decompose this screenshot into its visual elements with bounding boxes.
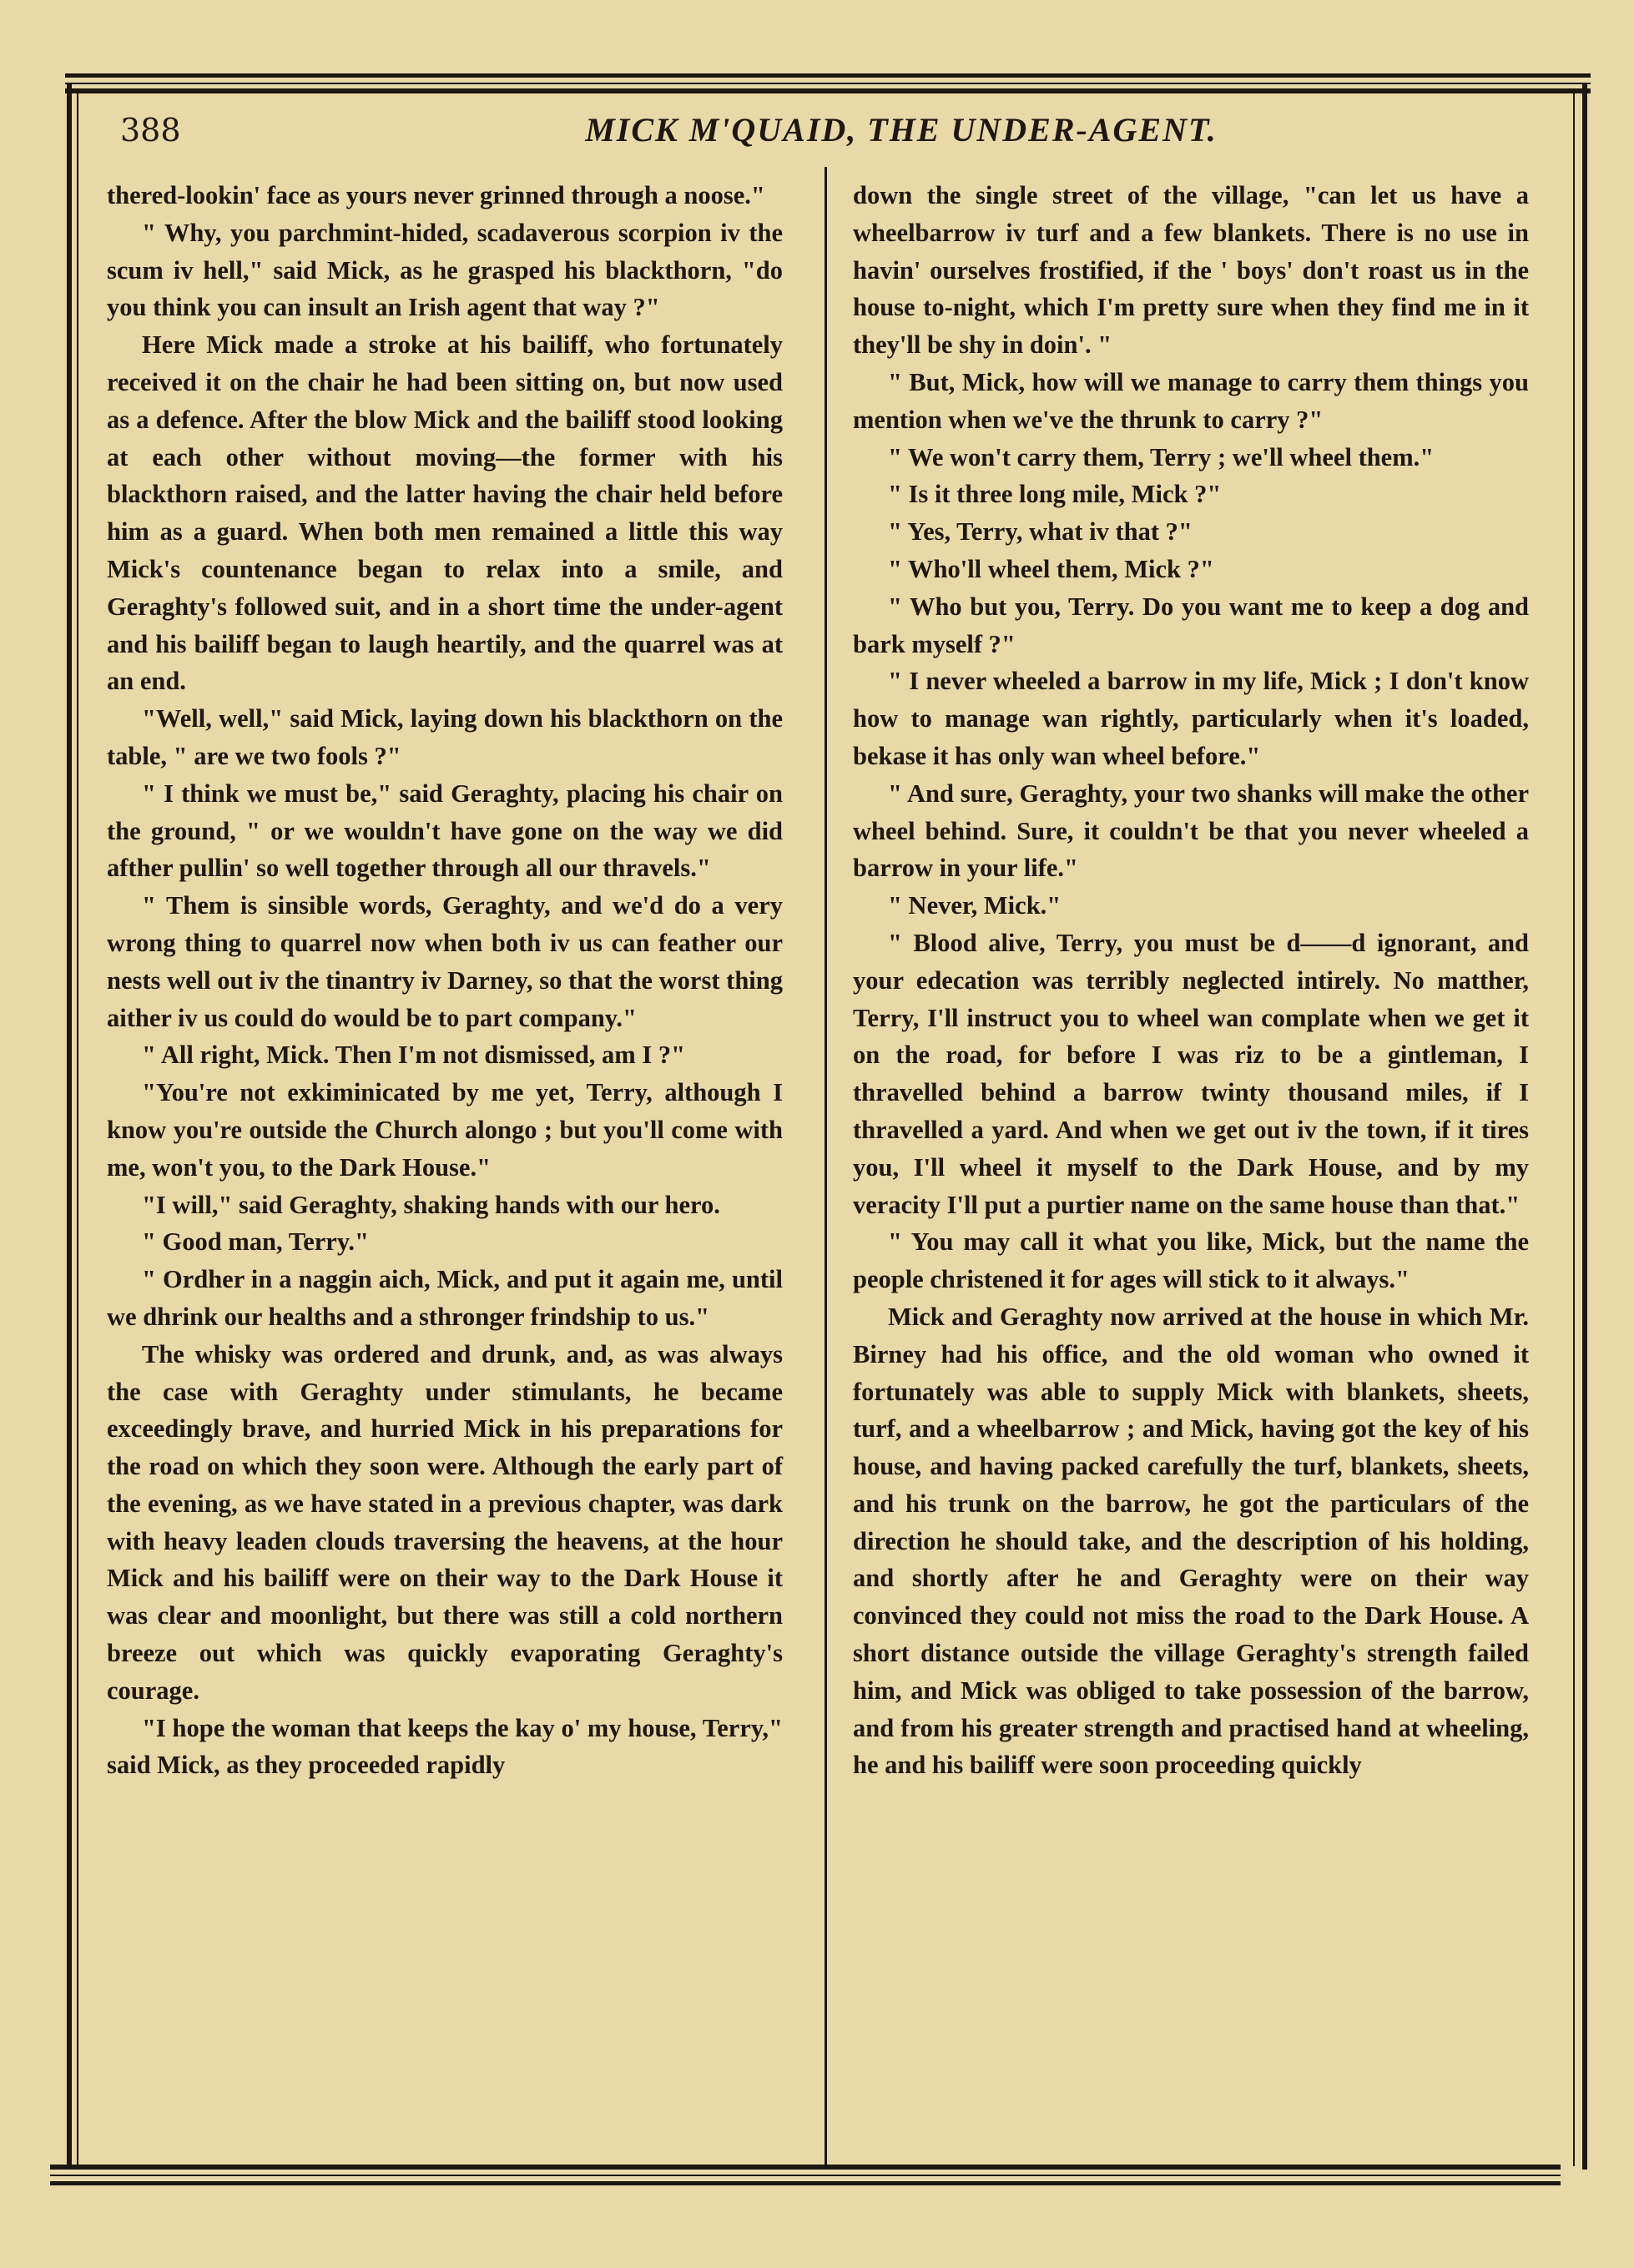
paragraph: " All right, Mick. Then I'm not dismissed, am I ?" bbox=[142, 1041, 685, 1070]
paragraph: " Never, Mick." bbox=[888, 891, 1062, 920]
paragraph: " I think we must be," said Geraghty, placing his chair on the ground, " or we wouldn't have gone on the way we did afther pullin' so well together through all our thravels." bbox=[107, 779, 783, 883]
left-border-thin-rule bbox=[77, 92, 78, 2166]
left-border-rule bbox=[67, 83, 72, 2170]
paragraph: The whisky was ordered and drunk, and, as was always the case with Geraghty under stimulants, he became exceedingly brave, and hurried Mick in his preparations for the road on which they soon were. Although the early part of the evening, as we have stated in a previous chapter, was dark with heavy leaden clouds traversing the heavens, at the hour Mick and his bailiff were on their way to the Dark House it was clear and moonlight, but there was still a cold northern breeze out which was quickly evaporating Geraghty's courage. bbox=[107, 1339, 783, 1705]
left-text-column bbox=[107, 177, 783, 1784]
right-border-thin-rule bbox=[1573, 92, 1575, 2166]
paragraph: " Yes, Terry, what iv that ?" bbox=[888, 517, 1193, 547]
paragraph: " Who'll wheel them, Mick ?" bbox=[888, 554, 1214, 583]
bottom-border-thin-rule bbox=[50, 2175, 1561, 2176]
right-border-rule bbox=[1582, 83, 1587, 2170]
paragraph: " Good man, Terry." bbox=[142, 1227, 369, 1257]
paragraph: Mick and Geraghty now arrived at the house in which Mr. Birney had his office, and the old woman who owned it fortunately was able to supply Mick with blankets, sheets, turf, and a wheelbarrow ; and Mick, having got the key of his house, and having packed carefully the turf, blankets, sheets, and his trunk on the barrow, he got the particulars of the direction he should take, and the description of his holding, and shortly after he and Geraghty were on their way convinced they could not miss the road to the Dark House. A short distance outside the village Geraghty's strength failed him, and Mick was obliged to take possession of the barrow, and from his greater strength and practised hand at wheeling, he and his bailiff were soon proceeding quickly bbox=[853, 1302, 1529, 1780]
paragraph: " Who but you, Terry. Do you want me to keep a dog and bark myself ?" bbox=[853, 592, 1529, 658]
paragraph: "I hope the woman that keeps the kay o' my house, Terry," said Mick, as they proceeded rapidly bbox=[107, 1713, 783, 1780]
top-border-rule bbox=[65, 73, 1591, 78]
paragraph: " But, Mick, how will we manage to carry them things you mention when we've the thrunk to carry ?" bbox=[853, 367, 1529, 434]
paragraph: "You're not exkiminicated by me yet, Terry, although I know you're outside the Church alongo ; but you'll come with me, won't you, to the Dark House." bbox=[107, 1078, 783, 1182]
paragraph: " You may call it what you like, Mick, but the name the people christened it for ages will stick to it always." bbox=[853, 1227, 1529, 1294]
top-border-rule-inner bbox=[65, 88, 1591, 93]
running-head-title: MICK M'QUAID, THE UNDER-AGENT. bbox=[585, 111, 1218, 149]
paragraph: " Is it three long mile, Mick ?" bbox=[888, 480, 1222, 509]
bottom-border-rule-inner bbox=[50, 2165, 1561, 2170]
page-number: 388 bbox=[120, 112, 181, 149]
column-divider-rule bbox=[825, 167, 827, 2165]
paragraph: "I will," said Geraghty, shaking hands with our hero. bbox=[142, 1190, 720, 1219]
paragraph: " Ordher in a naggin aich, Mick, and put it again me, until we dhrink our healths and a sthronger frindship to us." bbox=[107, 1265, 783, 1331]
paragraph: " Them is sinsible words, Geraghty, and we'd do a very wrong thing to quarrel now when both iv us can feather our nests well out iv the tinantry iv Darney, so that the worst thing aither iv us could do would be to part company." bbox=[107, 891, 783, 1032]
right-text-column bbox=[853, 177, 1529, 1784]
paragraph: " Why, you parchmint-hided, scadaverous scorpion iv the scum iv hell," said Mick, as he grasped his blackthorn, "do you think you can insult an Irish agent that way ?" bbox=[107, 218, 783, 322]
paragraph: " Blood alive, Terry, you must be d——d ignorant, and your edecation was terribly neglected intirely. No matther, Terry, I'll instruct you to wheel wan complate when we get it on the road, for before I was riz to be a gintleman, I thravelled behind a barrow twinty thousand miles, if I thravelled a yard. And when we get out iv the town, if it tires you, I'll wheel it myself to the Dark House, and by my veracity I'll put a purtier name on the same house than that." bbox=[853, 928, 1529, 1219]
paragraph: Here Mick made a stroke at his bailiff, who fortunately received it on the chair he had been sitting on, but now used as a defence. After the blow Mick and the bailiff stood looking at each other without moving—the former with his blackthorn raised, and the latter having the chair held before him as a guard. When both men remained a little this way Mick's countenance began to relax into a smile, and Geraghty's followed suit, and in a short time the under-agent and his bailiff began to laugh heartily, and the quarrel was at an end. bbox=[107, 330, 783, 696]
paragraph: " And sure, Geraghty, your two shanks will make the other wheel behind. Sure, it couldn't be that you never wheeled a barrow in your life." bbox=[853, 779, 1529, 883]
paragraph: " We won't carry them, Terry ; we'll wheel them." bbox=[888, 442, 1435, 471]
paragraph: " I never wheeled a barrow in my life, Mick ; I don't know how to manage wan rightly, particularly when it's loaded, bekase it has only wan wheel before." bbox=[853, 667, 1529, 770]
top-border-thin-rule bbox=[65, 83, 1591, 84]
page-header bbox=[108, 107, 1561, 157]
paragraph: thered-lookin' face as yours never grinned through a noose." bbox=[107, 181, 765, 209]
paragraph: "Well, well," said Mick, laying down his blackthorn on the table, " are we two fools ?" bbox=[107, 704, 783, 770]
bottom-border-rule bbox=[50, 2181, 1561, 2185]
paragraph: down the single street of the village, "can let us have a wheelbarrow iv turf and a few blankets. There is no use in havin' ourselves frostified, if the ' boys' don't roast us in the house to-night, which I'm pretty sure when they find me in it they'll be shy in doin'. " bbox=[853, 181, 1529, 360]
